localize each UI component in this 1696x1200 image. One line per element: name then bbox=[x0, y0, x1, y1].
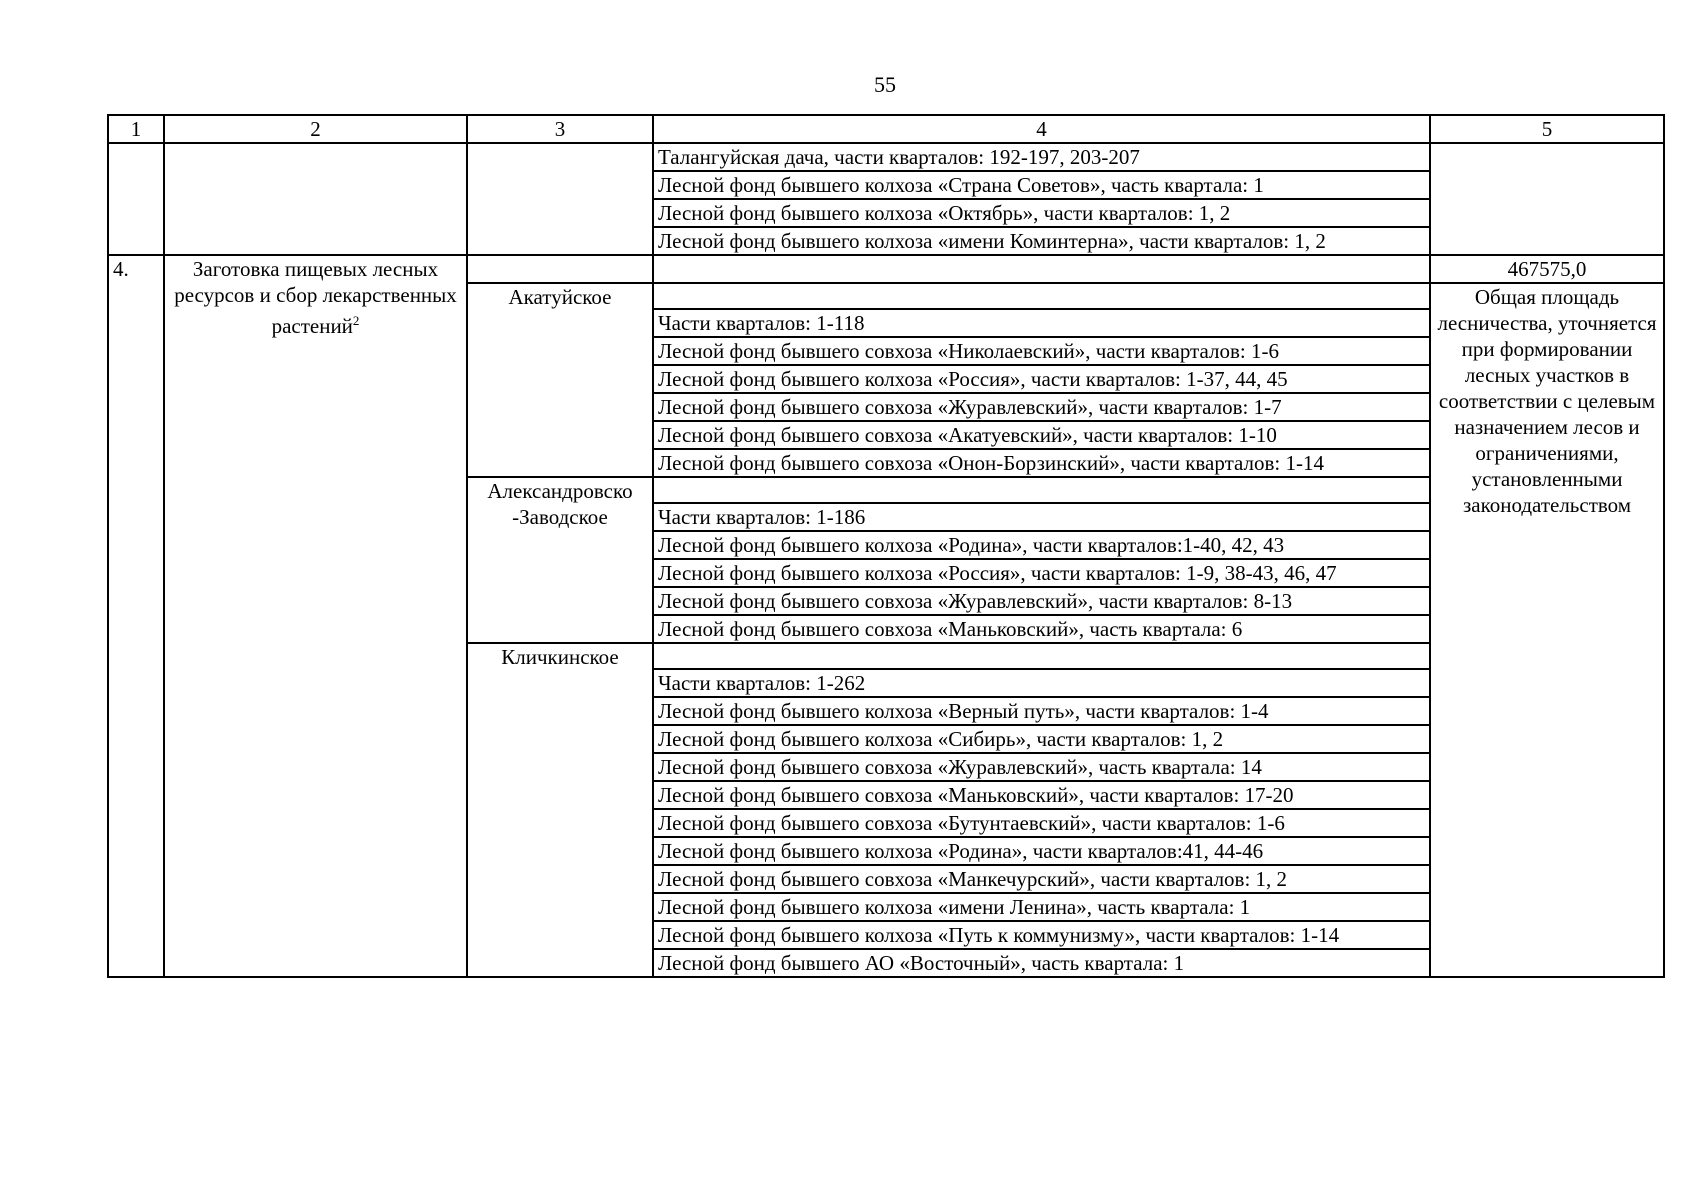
cell-location: Лесной фонд бывшего колхоза «Россия», части кварталов: 1-9, 38-43, 46, 47 bbox=[653, 559, 1430, 587]
cell-location: Лесной фонд бывшего колхоза «Верный путь», части кварталов: 1-4 bbox=[653, 697, 1430, 725]
header-row bbox=[108, 115, 1664, 143]
cell-location: Лесной фонд бывшего совхоза «Маньковский», часть квартала: 6 bbox=[653, 615, 1430, 643]
section-area: 467575,0 bbox=[1430, 255, 1664, 283]
cell-empty bbox=[164, 143, 467, 255]
cell-location: Талангуйская дача, части кварталов: 192-197, 203-207 bbox=[653, 143, 1430, 171]
cell-location: Части кварталов: 1-118 bbox=[653, 309, 1430, 337]
forestry-table bbox=[107, 114, 1665, 978]
area-note: Общая площадь лесничества, уточняется при формировании лесных участков в соответствии с целевым назначением лесов и ограничениями, установленными законодательством bbox=[1430, 283, 1664, 977]
cell-location: Лесной фонд бывшего колхоза «имени Ленина», часть квартала: 1 bbox=[653, 893, 1430, 921]
forestry-name: Кличкинское bbox=[467, 643, 653, 977]
cell-location: Лесной фонд бывшего колхоза «Родина», части кварталов:1-40, 42, 43 bbox=[653, 531, 1430, 559]
header-col-4: 4 bbox=[653, 115, 1430, 143]
cell-location: Лесной фонд бывшего совхоза «Бутунтаевский», части кварталов: 1-6 bbox=[653, 809, 1430, 837]
section-number: 4. bbox=[108, 255, 164, 977]
table-row bbox=[108, 143, 1664, 171]
cell-empty bbox=[1430, 143, 1664, 255]
header-col-5: 5 bbox=[1430, 115, 1664, 143]
cell-location: Лесной фонд бывшего колхоза «Путь к коммунизму», части кварталов: 1-14 bbox=[653, 921, 1430, 949]
cell-empty bbox=[653, 283, 1430, 309]
cell-location: Лесной фонд бывшего АО «Восточный», часть квартала: 1 bbox=[653, 949, 1430, 977]
section-activity bbox=[164, 255, 467, 977]
cell-location: Лесной фонд бывшего совхоза «Журавлевский», части кварталов: 8-13 bbox=[653, 587, 1430, 615]
cell-location: Лесной фонд бывшего совхоза «Маньковский», части кварталов: 17-20 bbox=[653, 781, 1430, 809]
cell-location: Лесной фонд бывшего совхоза «Акатуевский», части кварталов: 1-10 bbox=[653, 421, 1430, 449]
forestry-name: Акатуйское bbox=[467, 283, 653, 477]
header-col-3: 3 bbox=[467, 115, 653, 143]
cell-location: Лесной фонд бывшего колхоза «Страна Советов», часть квартала: 1 bbox=[653, 171, 1430, 199]
activity-footnote: 2 bbox=[352, 313, 360, 328]
cell-location: Лесной фонд бывшего колхоза «имени Коминтерна», части кварталов: 1, 2 bbox=[653, 227, 1430, 255]
cell-empty bbox=[653, 643, 1430, 669]
cell-empty bbox=[653, 255, 1430, 283]
activity-text: Заготовка пищевых лесных ресурсов и сбор лекарственных растений bbox=[174, 257, 457, 338]
page-number: 55 bbox=[874, 72, 896, 97]
cell-location: Лесной фонд бывшего колхоза «Октябрь», части кварталов: 1, 2 bbox=[653, 199, 1430, 227]
cell-empty bbox=[467, 255, 653, 283]
cell-location: Лесной фонд бывшего колхоза «Россия», части кварталов: 1-37, 44, 45 bbox=[653, 365, 1430, 393]
header-col-2: 2 bbox=[164, 115, 467, 143]
cell-location: Лесной фонд бывшего колхоза «Сибирь», части кварталов: 1, 2 bbox=[653, 725, 1430, 753]
cell-location: Лесной фонд бывшего совхоза «Манкечурский», части кварталов: 1, 2 bbox=[653, 865, 1430, 893]
cell-location: Лесной фонд бывшего совхоза «Онон-Борзинский», части кварталов: 1-14 bbox=[653, 449, 1430, 477]
cell-location: Лесной фонд бывшего совхоза «Журавлевский», часть квартала: 14 bbox=[653, 753, 1430, 781]
cell-empty bbox=[467, 143, 653, 255]
header-col-1: 1 bbox=[108, 115, 164, 143]
cell-empty bbox=[653, 477, 1430, 503]
cell-location: Лесной фонд бывшего совхоза «Николаевский», части кварталов: 1-6 bbox=[653, 337, 1430, 365]
cell-empty bbox=[108, 143, 164, 255]
cell-location: Лесной фонд бывшего совхоза «Журавлевский», части кварталов: 1-7 bbox=[653, 393, 1430, 421]
cell-location: Лесной фонд бывшего колхоза «Родина», части кварталов:41, 44-46 bbox=[653, 837, 1430, 865]
cell-location: Части кварталов: 1-262 bbox=[653, 669, 1430, 697]
forestry-name-text: Александровско-Заводское bbox=[487, 479, 633, 529]
cell-location: Части кварталов: 1-186 bbox=[653, 503, 1430, 531]
section-row bbox=[108, 255, 1664, 283]
forestry-name bbox=[467, 477, 653, 643]
